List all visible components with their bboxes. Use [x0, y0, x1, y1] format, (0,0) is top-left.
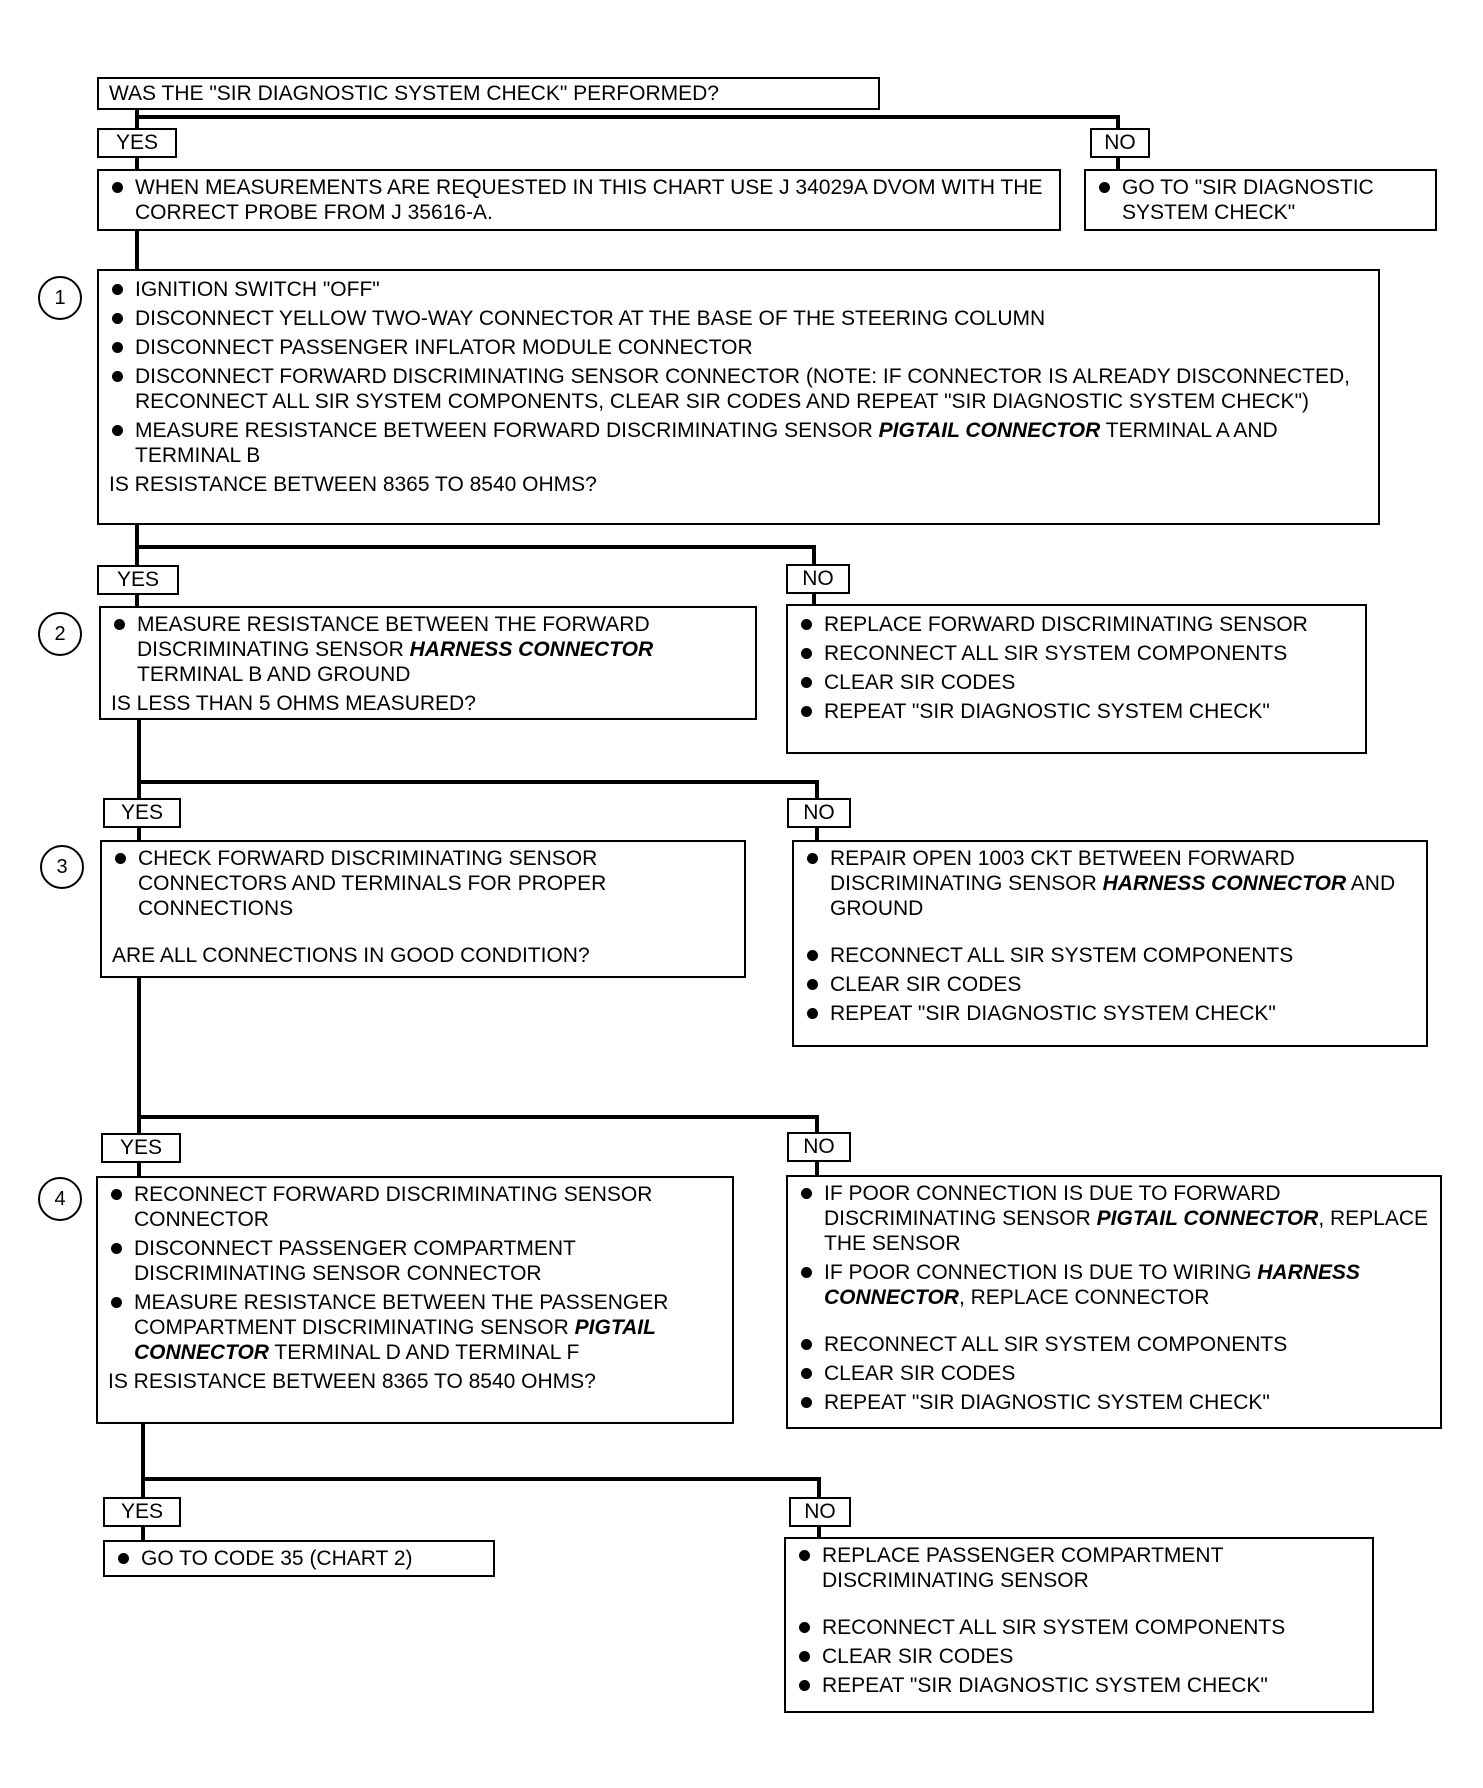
yes-label-2: YES [103, 798, 181, 828]
final-no-item-3: CLEAR SIR CODES [796, 1644, 1362, 1669]
no-label-3: NO [787, 1132, 851, 1162]
start-question: WAS THE "SIR DIAGNOSTIC SYSTEM CHECK" PERFORMED? [109, 82, 719, 105]
step3-no-item-4: REPEAT "SIR DIAGNOSTIC SYSTEM CHECK" [804, 1001, 1416, 1026]
step4-item-3: MEASURE RESISTANCE BETWEEN THE PASSENGER COMPARTMENT DISCRIMINATING SENSOR PIGTAIL CONNECTOR TERMINAL D AND TERMINAL F [108, 1290, 722, 1365]
connector-step3-no [139, 1117, 817, 1134]
connector-step2-no [139, 782, 817, 799]
intro-yes-item: WHEN MEASUREMENTS ARE REQUESTED IN THIS CHART USE J 34029A DVOM WITH THE CORRECT PROBE FROM J 35616-A. [109, 175, 1049, 225]
yes-label-1: YES [97, 565, 179, 595]
step1-box [97, 269, 1380, 525]
step2-question: IS LESS THAN 5 OHMS MEASURED? [111, 692, 476, 715]
step4-no-box [786, 1175, 1442, 1429]
yes-label-start: YES [97, 128, 177, 158]
step-number-4: 4 [38, 1177, 82, 1221]
step3-box [100, 840, 746, 978]
no-label-4: NO [789, 1497, 851, 1527]
step4-no-item-1: IF POOR CONNECTION IS DUE TO FORWARD DISCRIMINATING SENSOR PIGTAIL CONNECTOR, REPLACE THE SENSOR [798, 1181, 1430, 1256]
step4-no-item-4: CLEAR SIR CODES [798, 1361, 1430, 1386]
step2-no-item-2: RECONNECT ALL SIR SYSTEM COMPONENTS [798, 641, 1355, 666]
step-number-1: 1 [38, 276, 82, 320]
step1-item-2: DISCONNECT YELLOW TWO-WAY CONNECTOR AT THE BASE OF THE STEERING COLUMN [109, 306, 1368, 331]
connector-step1-no [137, 547, 814, 565]
step2-no-item-4: REPEAT "SIR DIAGNOSTIC SYSTEM CHECK" [798, 699, 1355, 724]
step3-no-item-1: REPAIR OPEN 1003 CKT BETWEEN FORWARD DISCRIMINATING SENSOR HARNESS CONNECTOR AND GROUND [804, 846, 1416, 921]
intro-no-item: GO TO "SIR DIAGNOSTIC SYSTEM CHECK" [1096, 175, 1425, 225]
intro-no-box [1084, 169, 1437, 231]
step3-no-item-3: CLEAR SIR CODES [804, 972, 1416, 997]
step2-no-item-1: REPLACE FORWARD DISCRIMINATING SENSOR [798, 612, 1355, 637]
step1-question: IS RESISTANCE BETWEEN 8365 TO 8540 OHMS? [109, 473, 597, 496]
step2-no-item-3: CLEAR SIR CODES [798, 670, 1355, 695]
step4-no-item-3: RECONNECT ALL SIR SYSTEM COMPONENTS [798, 1332, 1430, 1357]
step4-no-item-5: REPEAT "SIR DIAGNOSTIC SYSTEM CHECK" [798, 1390, 1430, 1415]
step4-box [96, 1176, 734, 1424]
step4-no-item-2: IF POOR CONNECTION IS DUE TO WIRING HARNESS CONNECTOR, REPLACE CONNECTOR [798, 1260, 1430, 1310]
connector-step4-no [143, 1479, 819, 1498]
step4-item-2: DISCONNECT PASSENGER COMPARTMENT DISCRIMINATING SENSOR CONNECTOR [108, 1236, 722, 1286]
intro-yes-box [97, 169, 1061, 231]
step4-question: IS RESISTANCE BETWEEN 8365 TO 8540 OHMS? [108, 1370, 596, 1393]
final-no-item-2: RECONNECT ALL SIR SYSTEM COMPONENTS [796, 1615, 1362, 1640]
final-no-item-4: REPEAT "SIR DIAGNOSTIC SYSTEM CHECK" [796, 1673, 1362, 1698]
step-number-2: 2 [38, 612, 82, 656]
step1-item-3: DISCONNECT PASSENGER INFLATOR MODULE CONNECTOR [109, 335, 1368, 360]
no-label-2: NO [787, 798, 851, 828]
start-question-box [97, 77, 880, 110]
step2-no-box [786, 604, 1367, 754]
step-number-3: 3 [40, 845, 84, 889]
no-label-1: NO [786, 564, 850, 594]
final-yes-item: GO TO CODE 35 (CHART 2) [115, 1546, 483, 1571]
final-yes-box [103, 1540, 495, 1577]
connector-start-no [137, 117, 1118, 129]
final-no-item-1: REPLACE PASSENGER COMPARTMENT DISCRIMINATING SENSOR [796, 1543, 1362, 1593]
step3-question: ARE ALL CONNECTIONS IN GOOD CONDITION? [112, 944, 590, 967]
step3-no-box [792, 840, 1428, 1047]
step3-item: CHECK FORWARD DISCRIMINATING SENSOR CONNECTORS AND TERMINALS FOR PROPER CONNECTIONS [112, 846, 734, 921]
step2-box [99, 606, 757, 720]
final-no-box [784, 1537, 1374, 1713]
step1-item-4: DISCONNECT FORWARD DISCRIMINATING SENSOR CONNECTOR (NOTE: IF CONNECTOR IS ALREADY DISCONNECTED, RECONNECT ALL SIR SYSTEM COMPONENTS, CLEAR SIR CODES AND REPEAT "SIR DIAGNOSTIC SYSTEM CHECK") [109, 364, 1368, 414]
step1-item-5: MEASURE RESISTANCE BETWEEN FORWARD DISCRIMINATING SENSOR PIGTAIL CONNECTOR TERMINAL A AND TERMINAL B [109, 418, 1368, 468]
step3-no-item-2: RECONNECT ALL SIR SYSTEM COMPONENTS [804, 943, 1416, 968]
yes-label-3: YES [101, 1133, 181, 1163]
yes-label-4: YES [103, 1497, 181, 1527]
step1-item-1: IGNITION SWITCH "OFF" [109, 277, 1368, 302]
step2-item: MEASURE RESISTANCE BETWEEN THE FORWARD DISCRIMINATING SENSOR HARNESS CONNECTOR TERMINAL B AND GROUND [111, 612, 745, 687]
no-label-start: NO [1090, 128, 1150, 158]
step4-item-1: RECONNECT FORWARD DISCRIMINATING SENSOR CONNECTOR [108, 1182, 722, 1232]
